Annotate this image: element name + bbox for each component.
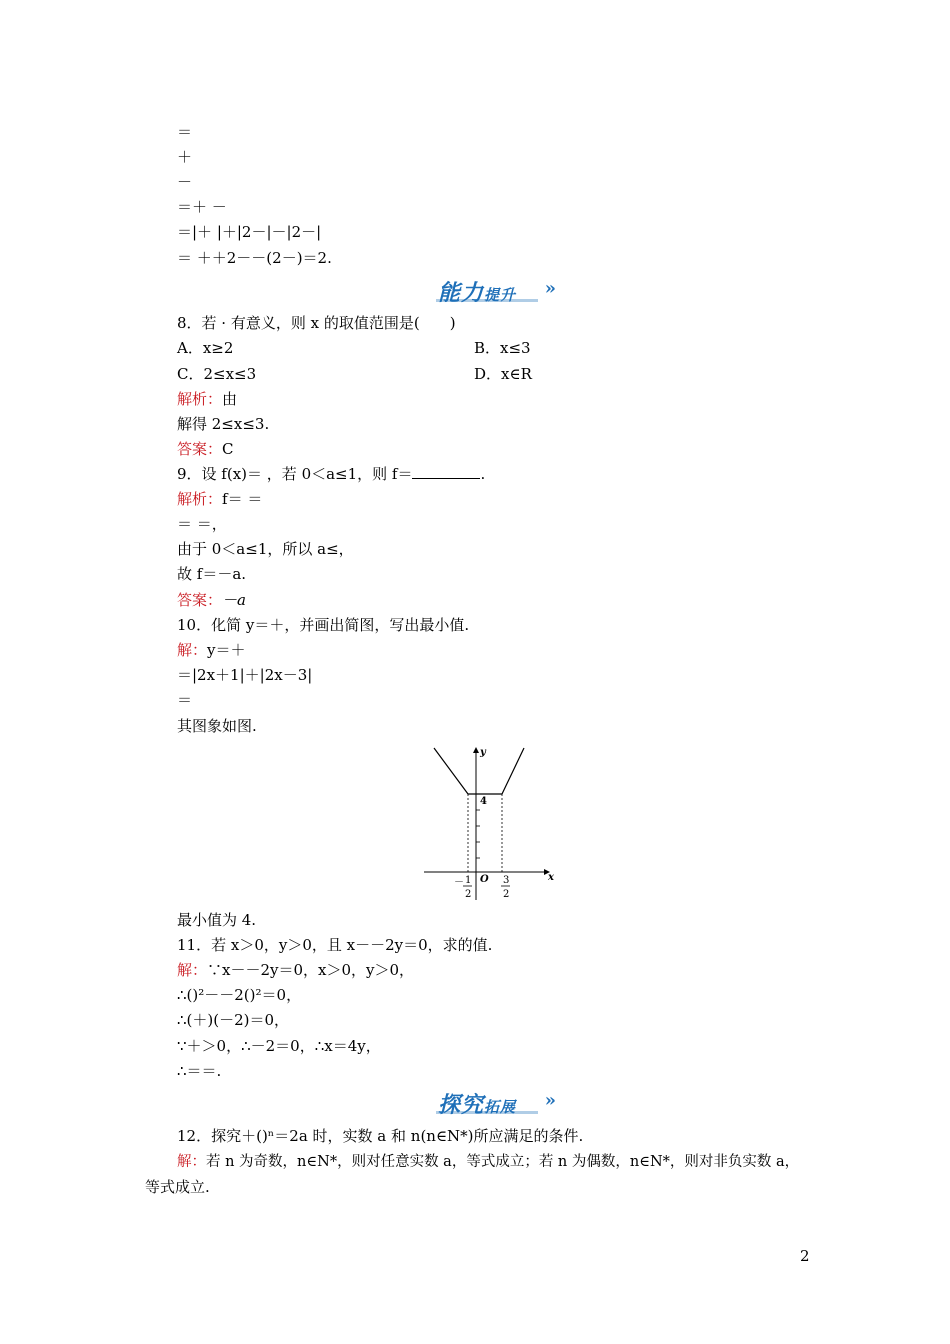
solution-line [177,489,262,509]
tick-label-numerator: 1 [465,875,472,886]
answer-line [177,590,246,610]
origin-label: O [480,874,489,885]
solution-label: 解： [177,961,208,979]
solution-line: ∴＝＝. [177,1062,222,1080]
derivation-line: ＝ ＋＋2－－(2－)＝2. [177,249,332,267]
answer-label: 答案： [177,591,223,609]
analysis-text: 由 [222,390,238,408]
solution-line [177,640,246,660]
question-11-stem: 11．若 x＞0，y＞0，且 x－－2y＝0，求的值. [177,936,493,954]
derivation-line: － [177,173,193,191]
banner-subtitle: 拓展 [484,1098,517,1116]
tick-label-numerator: 3 [503,875,510,886]
tick-label-denominator: 2 [503,889,510,900]
analysis-label: 解析： [177,390,223,408]
section-banner-ability [436,276,556,304]
y-axis-label: y [480,747,486,758]
option-a: A．x≥2 [177,339,234,357]
question-9-text: 9．设 f(x)＝ ，若 0＜a≤1，则 f＝ [177,465,413,483]
banner-underline [436,299,538,302]
solution-line: 解得 2≤x≤3. [177,415,270,433]
solution-line [177,389,237,409]
option-d: D．x∈R [474,365,532,383]
solution-line [177,960,414,980]
tick-label-denominator: 2 [465,889,472,900]
banner-title: 能力 [438,281,485,306]
option-b: B．x≤3 [474,339,531,357]
answer-label: 答案： [177,440,223,458]
solution-line: ∴(＋)(－2)＝0， [177,1011,290,1029]
derivation-line: ＋ [177,148,193,166]
solution-line: ＝|2x＋1|＋|2x－3| [177,666,313,684]
banner-subtitle: 提升 [484,286,517,304]
solution-line: ∴()²－－2()²＝0， [177,986,302,1004]
option-c: C．2≤x≤3 [177,365,257,383]
function-curve [434,748,524,794]
solution-line: 最小值为 4. [177,911,257,929]
solution-label: 解： [177,641,208,659]
analysis-text: f＝ ＝ [222,490,263,508]
question-10-stem: 10．化简 y＝＋，并画出简图，写出最小值. [177,616,470,634]
question-12-stem: 12．探究＋()ⁿ＝2a 时，实数 a 和 n(n∈N*)所应满足的条件. [177,1127,584,1145]
banner-underline [436,1111,538,1114]
analysis-label: 解析： [177,490,223,508]
level-label: 4 [480,796,487,807]
solution-text: y＝＋ [207,641,246,659]
tick-label-sign: － [454,877,464,888]
y-axis-arrow [473,747,479,753]
question-8-stem: 8．若 · 有意义，则 x 的取值范围是( ) [177,314,456,332]
solution-text: 若 n 为奇数，n∈N*，则对任意实数 a，等式成立；若 n 为偶数，n∈N*，则对非负实数 a， [206,1154,800,1170]
question-9-end: . [480,465,486,483]
answer-line [177,439,234,459]
solution-line [177,1152,799,1172]
page-number: 2 [800,1247,810,1265]
piecewise-function-graph [424,742,558,902]
question-9-stem [177,464,485,484]
solution-line: ＝ ＝， [177,515,227,533]
double-chevron-icon: » [544,278,556,299]
derivation-line: ＝ [177,123,193,141]
solution-line: ＝ [177,691,193,709]
solution-line: 由于 0＜a≤1，所以 a≤， [177,540,354,558]
x-axis-label: x [548,872,554,883]
fill-blank [412,464,480,479]
answer-text: C [222,440,234,458]
derivation-line: ＝＋ － [177,198,227,216]
section-banner-explore [436,1088,556,1116]
double-chevron-icon: » [544,1090,556,1111]
answer-text: －a [222,591,246,609]
banner-title: 探究 [438,1093,485,1118]
solution-text: ∵x－－2y＝0，x＞0，y＞0， [207,961,415,979]
solution-line: ∵＋＞0，∴－2＝0，∴x＝4y， [177,1037,381,1055]
solution-label: 解： [177,1154,206,1170]
solution-line: 故 f＝－a. [177,565,247,583]
solution-line: 其图象如图. [177,717,257,735]
derivation-line: ＝|＋ |＋|2－|－|2－| [177,223,322,241]
solution-line: 等式成立. [145,1178,210,1196]
